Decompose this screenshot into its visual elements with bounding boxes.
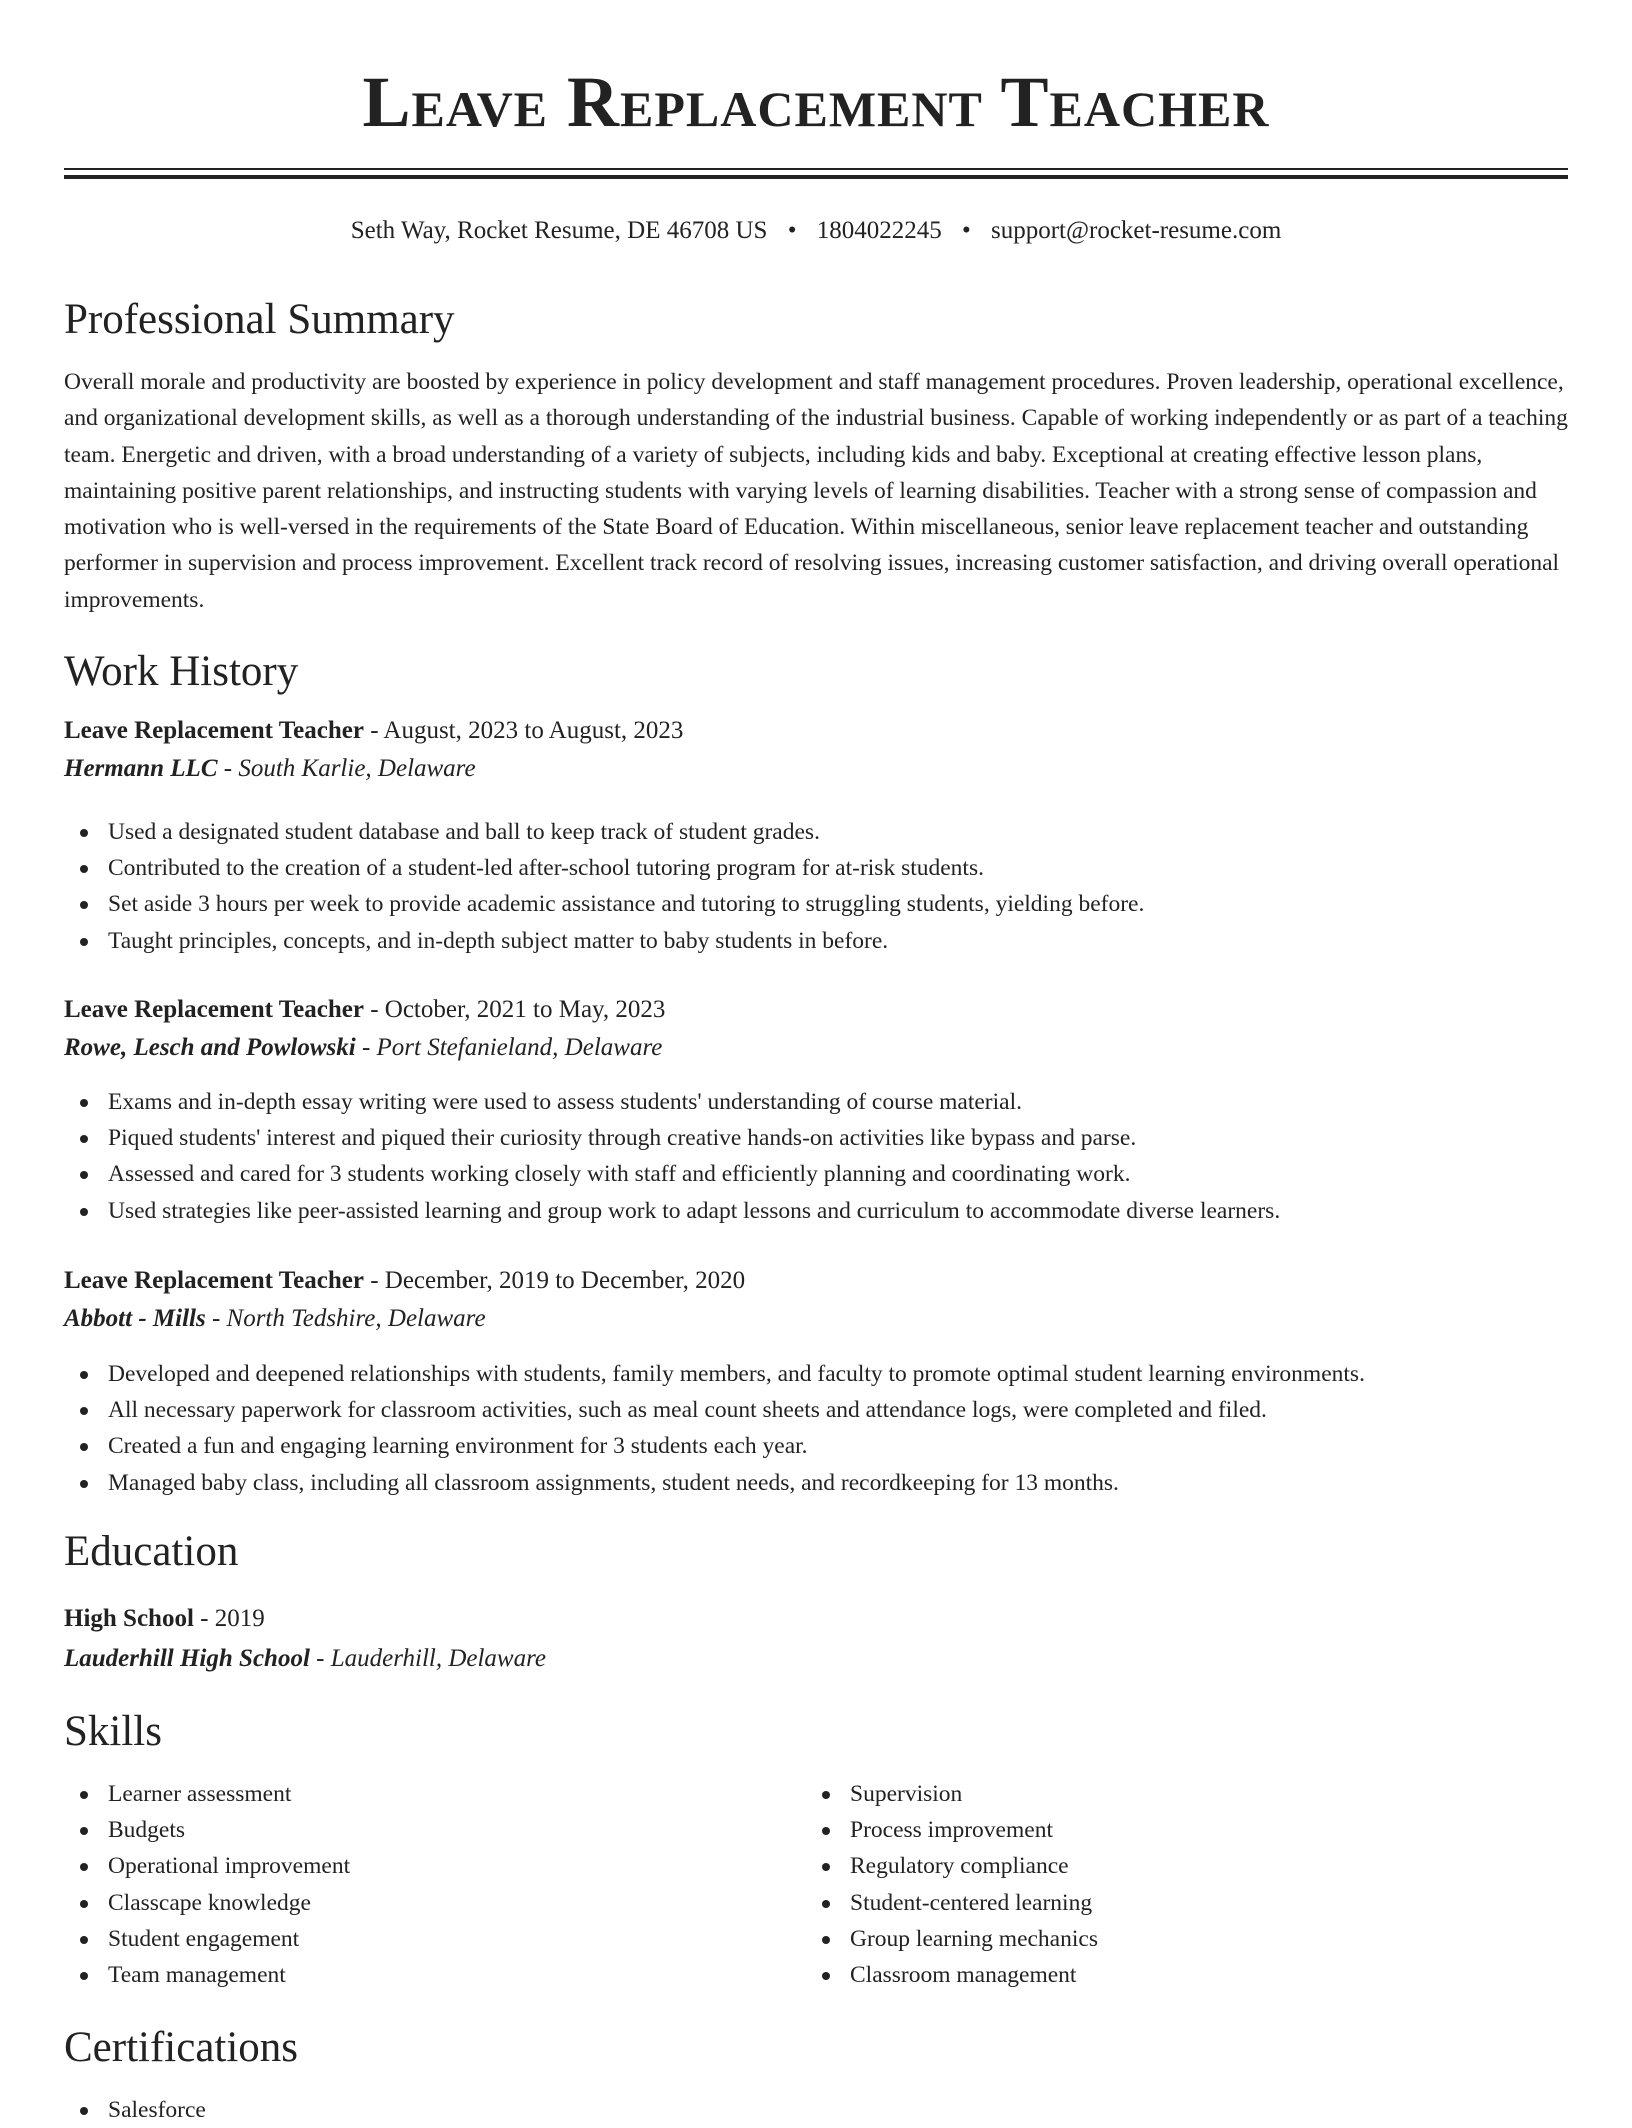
list-item: Exams and in-depth essay writing were used to assess students' understanding of course material.	[108, 1084, 1280, 1120]
education-degree-line	[64, 1602, 265, 1636]
job-title-line	[64, 714, 683, 748]
title-divider-thin	[64, 168, 1568, 170]
job-title-line	[64, 993, 665, 1027]
skill-item: Group learning mechanics	[850, 1921, 1098, 1957]
separator: -	[363, 1267, 385, 1294]
contact-email: support@rocket-resume.com	[990, 217, 1282, 244]
job-title-line	[64, 1264, 745, 1298]
job-bullets	[64, 1084, 1280, 1229]
education-year: 2019	[214, 1605, 265, 1632]
skills-heading: Skills	[64, 1708, 162, 1755]
job-title: Leave Replacement Teacher	[64, 996, 364, 1023]
employer-name: Abbott - Mills	[64, 1305, 206, 1332]
separator: -	[355, 1034, 377, 1061]
separator: -	[309, 1645, 331, 1672]
separator: -	[363, 717, 384, 744]
summary-heading: Professional Summary	[64, 296, 455, 343]
job-dates: October, 2021 to May, 2023	[384, 996, 666, 1023]
list-item: All necessary paperwork for classroom activities, such as meal count sheets and attendance logs, were completed and filed.	[108, 1392, 1365, 1428]
skills-list-right	[806, 1776, 1098, 1993]
contact-separator: •	[961, 217, 971, 244]
employer-name: Hermann LLC	[64, 755, 218, 782]
employer-name: Rowe, Lesch and Powlowski	[64, 1034, 356, 1061]
skill-item: Classcape knowledge	[108, 1885, 350, 1921]
list-item: Developed and deepened relationships with students, family members, and faculty to promote optimal student learning environments.	[108, 1356, 1365, 1392]
resume-page	[64, 0, 1568, 2123]
resume-title: Leave Replacement Teacher	[362, 62, 1270, 142]
employer-line	[64, 752, 476, 786]
separator: -	[193, 1605, 215, 1632]
summary-text: Overall morale and productivity are boosted by experience in policy development and staff management procedures. Proven leadership, operational excellence, and organizational development skills, as well as a thorough understanding of the industrial business. Capable of working independently or as part of a teaching team. Energetic and driven, with a broad understanding of a variety of subjects, including kids and baby. Exceptional at creating effective lesson plans, maintaining positive parent relationships, and instructing students with varying levels of learning disabilities. Teacher with a strong sense of compassion and motivation who is well-versed in the requirements of the State Board of Education. Within miscellaneous, senior leave replacement teacher and outstanding performer in supervision and process improvement. Excellent track record of resolving issues, increasing customer satisfaction, and driving overall operational improvements.	[64, 369, 1568, 613]
employer-line	[64, 1031, 662, 1065]
education-location: Lauderhill, Delaware	[330, 1645, 547, 1672]
employer-line	[64, 1302, 486, 1336]
list-item: Assessed and cared for 3 students working closely with staff and efficiently planning and coordinating work.	[108, 1156, 1280, 1192]
list-item: Set aside 3 hours per week to provide academic assistance and tutoring to struggling students, yielding before.	[108, 886, 1144, 922]
contact-address: Seth Way, Rocket Resume, DE 46708 US	[350, 217, 768, 244]
skill-item: Supervision	[850, 1776, 1098, 1812]
separator: -	[217, 755, 239, 782]
education-school: Lauderhill High School	[64, 1645, 310, 1672]
list-item: Contributed to the creation of a student-led after-school tutoring program for at-risk students.	[108, 850, 1144, 886]
job-dates: December, 2019 to December, 2020	[384, 1267, 746, 1294]
skill-item: Process improvement	[850, 1812, 1098, 1848]
contact-phone: 1804022245	[816, 217, 942, 244]
contact-line	[64, 214, 1568, 248]
education-degree: High School	[64, 1605, 194, 1632]
education-school-line	[64, 1642, 546, 1676]
work-history-heading: Work History	[64, 648, 299, 695]
skill-item: Classroom management	[850, 1957, 1098, 1993]
contact-separator: •	[787, 217, 797, 244]
skill-item: Budgets	[108, 1812, 350, 1848]
list-item: Used a designated student database and ball to keep track of student grades.	[108, 814, 1144, 850]
title-divider-thick	[64, 175, 1568, 179]
employer-location: Port Stefanieland, Delaware	[376, 1034, 663, 1061]
list-item: Created a fun and engaging learning environment for 3 students each year.	[108, 1428, 1365, 1464]
skill-item: Team management	[108, 1957, 350, 1993]
job-title: Leave Replacement Teacher	[64, 1267, 364, 1294]
job-dates: August, 2023 to August, 2023	[383, 717, 684, 744]
skill-item: Learner assessment	[108, 1776, 350, 1812]
list-item: Used strategies like peer-assisted learning and group work to adapt lessons and curriculum to accommodate diverse learners.	[108, 1193, 1280, 1229]
separator: -	[363, 996, 385, 1023]
education-heading: Education	[64, 1528, 239, 1575]
skill-item: Student engagement	[108, 1921, 350, 1957]
list-item: Taught principles, concepts, and in-depth subject matter to baby students in before.	[108, 923, 1144, 959]
skill-item: Operational improvement	[108, 1848, 350, 1884]
skills-list-left	[64, 1776, 350, 1993]
skill-item: Regulatory compliance	[850, 1848, 1098, 1884]
certifications-heading: Certifications	[64, 2024, 299, 2071]
skill-item: Student-centered learning	[850, 1885, 1098, 1921]
list-item: Managed baby class, including all classroom assignments, student needs, and recordkeeping for 13 months.	[108, 1465, 1365, 1501]
certifications-list	[64, 2092, 206, 2128]
employer-location: North Tedshire, Delaware	[226, 1305, 486, 1332]
job-bullets	[64, 1356, 1365, 1501]
employer-location: South Karlie, Delaware	[238, 755, 476, 782]
job-title: Leave Replacement Teacher	[64, 717, 364, 744]
job-bullets	[64, 814, 1144, 959]
certification-item: Salesforce	[108, 2092, 206, 2128]
separator: -	[205, 1305, 227, 1332]
list-item: Piqued students' interest and piqued their curiosity through creative hands-on activities like bypass and parse.	[108, 1120, 1280, 1156]
